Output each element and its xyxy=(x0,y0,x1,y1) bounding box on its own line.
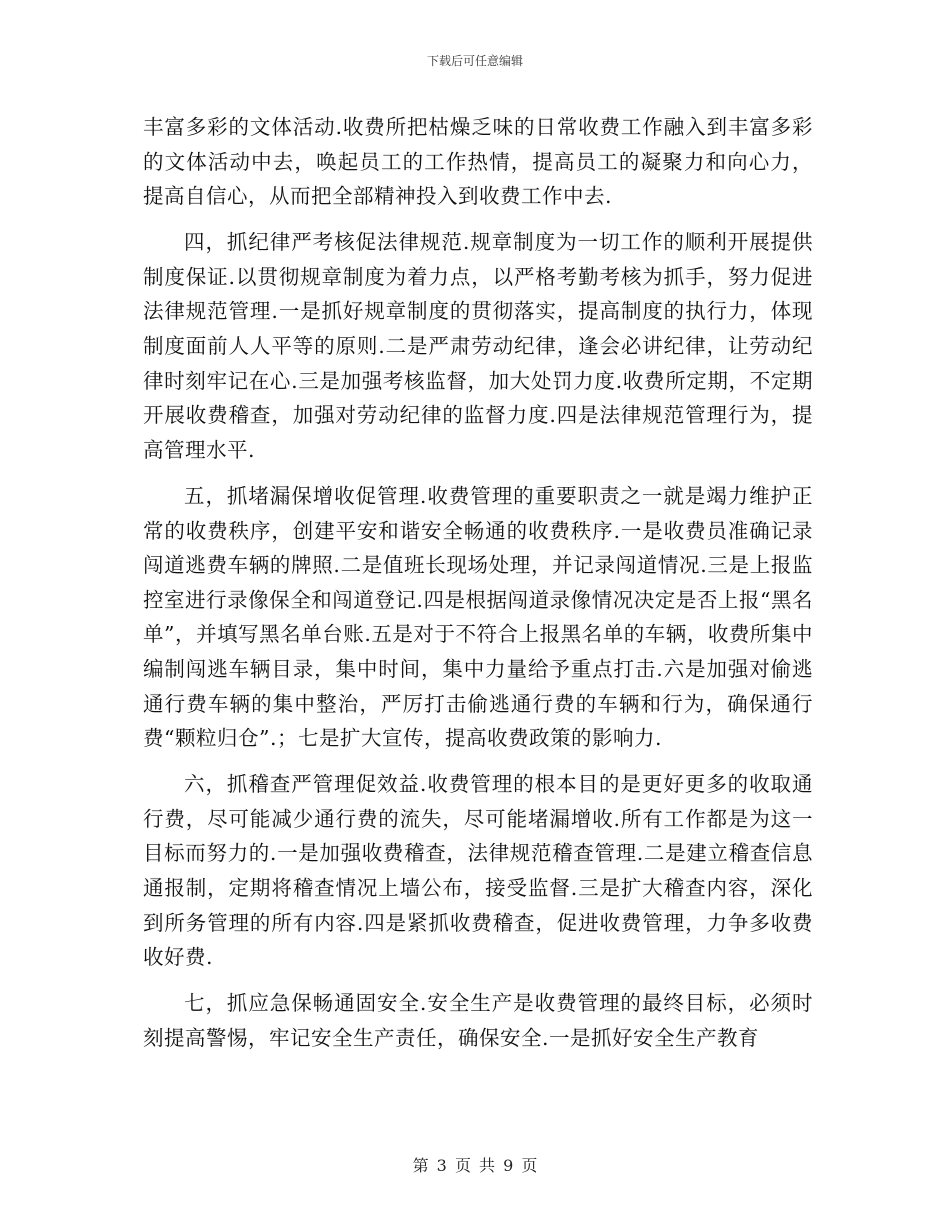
paragraph-1: 丰富多彩的文体活动.收费所把枯燥乏味的日常收费工作融入到丰富多彩的文体活动中去，唤起员工的工作热情，提高员工的凝聚力和向心力，提高自信心，从而把全部精神投入到收费工作中去. xyxy=(143,115,813,209)
document-body xyxy=(143,110,813,1055)
page-number: 第 3 页 共 9 页 xyxy=(412,1156,538,1175)
page-header-note: 下载后可任意编辑 xyxy=(426,54,523,68)
paragraph-4: 六，抓稽查严管理促效益.收费管理的根本目的是更好更多的收取通行费，尽可能减少通行费的流失，尽可能堵漏增收.所有工作都是为这一目标而努力的.一是加强收费稽查，法律规范稽查管理.二是建立稽查信息通报制，定期将稽查情况上墙公布，接受监督.三是扩大稽查内容，深化到所务管理的所有内容.四是紧抓收费稽查，促进收费管理，力争多收费收好费. xyxy=(143,772,813,970)
paragraph-3: 五，抓堵漏保增收促管理.收费管理的重要职责之一就是竭力维护正常的收费秩序，创建平安和谐安全畅通的收费秩序.一是收费员准确记录闯道逃费车辆的牌照.二是值班长现场处理，并记录闯道情况.三是上报监控室进行录像保全和闯道登记.四是根据闯道录像情况决定是否上报“黑名单”，并填写黑名单台账.五是对于不符合上报黑名单的车辆，收费所集中编制闯逃车辆目录，集中时间，集中力量给予重点打击.六是加强对偷逃通行费车辆的集中整治，严厉打击偷逃通行费的车辆和行为，确保通行费“颗粒归仓”.；七是扩大宣传，提高收费政策的影响力. xyxy=(143,483,813,751)
paragraph-5: 七，抓应急保畅通固安全.安全生产是收费管理的最终目标，必须时刻提高警惕，牢记安全生产责任，确保安全.一是抓好安全生产教育 xyxy=(143,991,813,1050)
paragraph-2: 四，抓纪律严考核促法律规范.规章制度为一切工作的顺利开展提供制度保证.以贯彻规章制度为着力点，以严格考勤考核为抓手，努力促进法律规范管理.一是抓好规章制度的贯彻落实，提高制度的执行力，体现制度面前人人平等的原则.二是严肃劳动纪律，逢会必讲纪律，让劳动纪律时刻牢记在心.三是加强考核监督，加大处罚力度.收费所定期，不定期开展收费稽查，加强对劳动纪律的监督力度.四是法律规范管理行为，提高管理水平. xyxy=(143,230,813,462)
